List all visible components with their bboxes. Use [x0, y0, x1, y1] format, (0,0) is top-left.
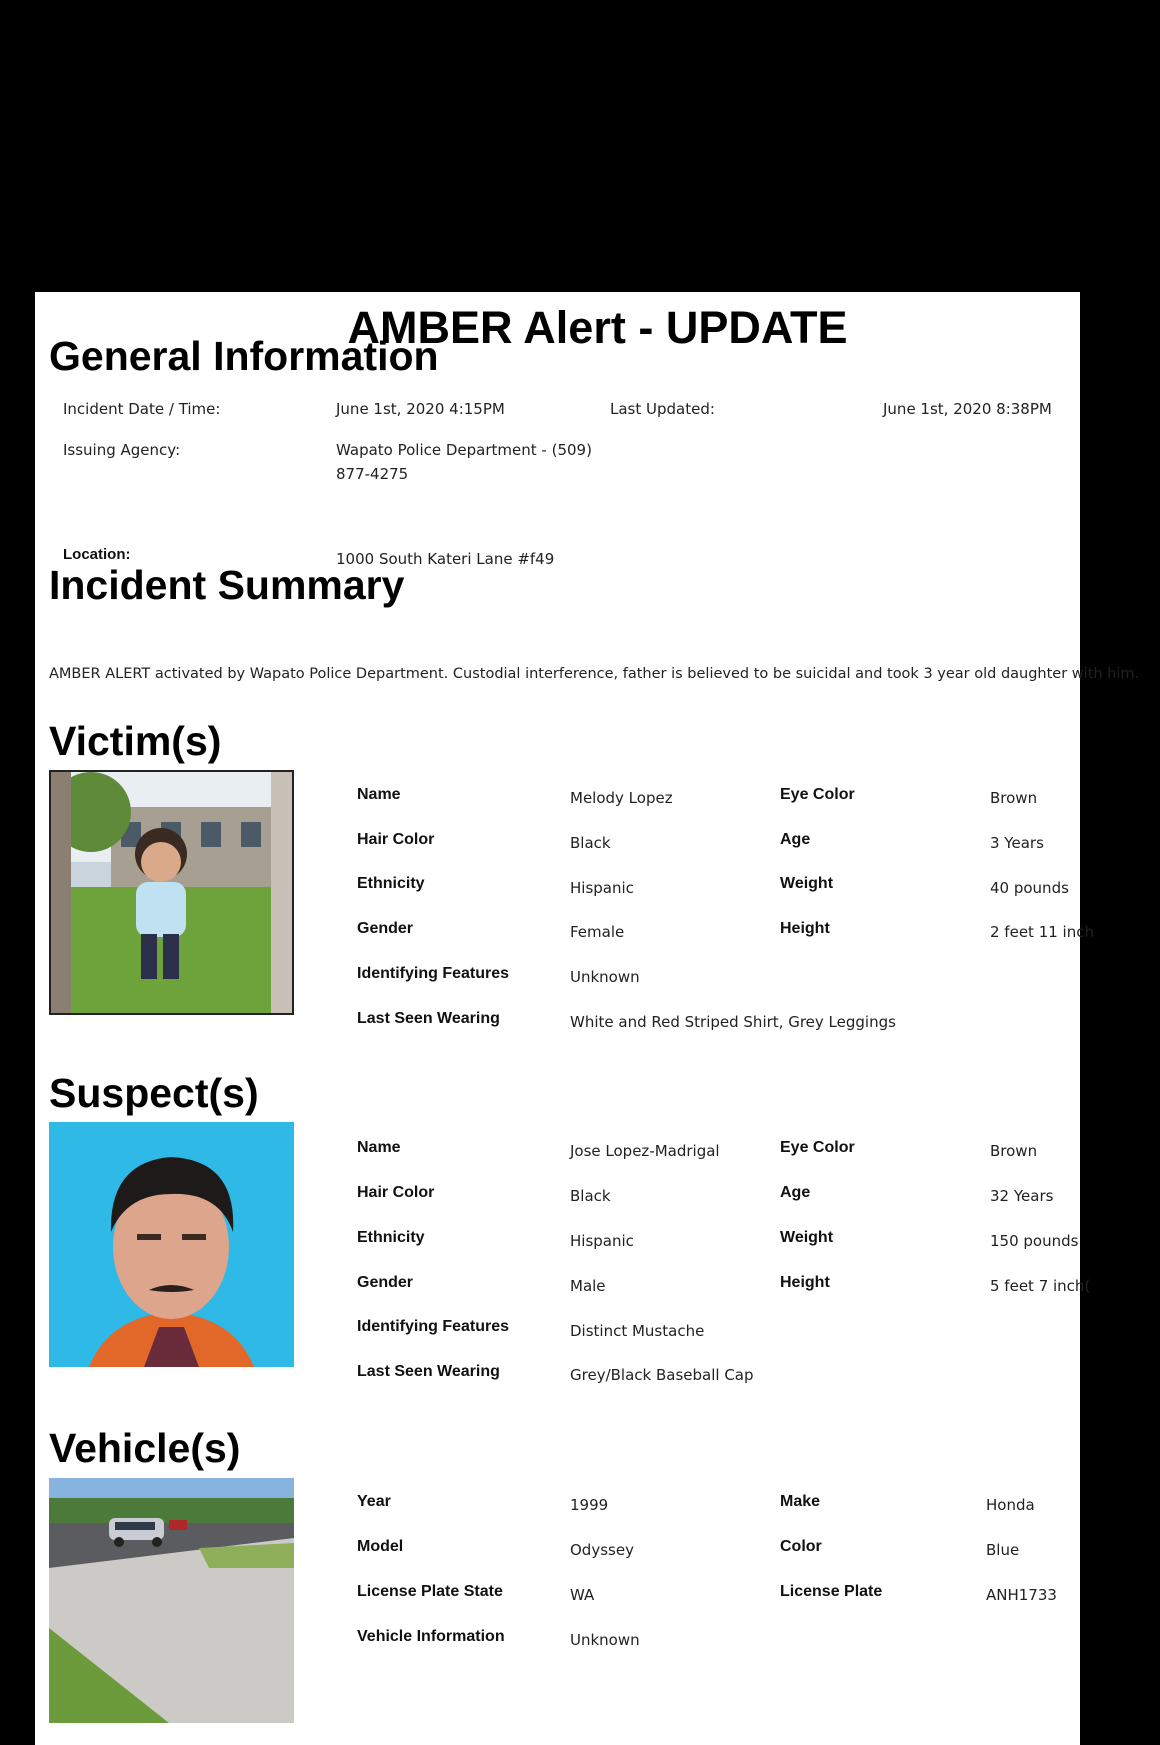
location-value: 1000 South Kateri Lane #f49 [336, 550, 555, 568]
suspect-features-value: Distinct Mustache [570, 1322, 705, 1340]
suspect-weight-label: Weight [780, 1229, 834, 1246]
suspect-hair-label: Hair Color [357, 1184, 435, 1201]
suspect-age-label: Age [780, 1184, 811, 1201]
victim-hair-label: Hair Color [357, 831, 435, 848]
incident-date-label: Incident Date / Time: [63, 400, 221, 418]
issuing-agency-value-line1: Wapato Police Department - (509) [336, 441, 592, 459]
victim-height-label: Height [780, 920, 830, 937]
victim-ethnicity-value: Hispanic [570, 879, 634, 897]
incident-date-value: June 1st, 2020 4:15PM [336, 400, 505, 418]
vehicle-info-label: Vehicle Information [357, 1628, 505, 1645]
vehicle-year-value: 1999 [570, 1496, 609, 1514]
suspect-height-label: Height [780, 1274, 830, 1291]
vehicle-make-label: Make [780, 1493, 821, 1510]
suspect-name-label: Name [357, 1139, 401, 1156]
victim-eye-value: Brown [990, 789, 1038, 807]
last-updated-value: June 1st, 2020 8:38PM [883, 400, 1052, 418]
vehicle-plate-label: License Plate [780, 1583, 883, 1600]
suspect-age-value: 32 Years [990, 1187, 1054, 1205]
issuing-agency-value-line2: 877-4275 [336, 465, 409, 483]
vehicle-color-value: Blue [986, 1541, 1020, 1559]
page-title: AMBER Alert - UPDATE [347, 302, 848, 353]
victim-eye-label: Eye Color [780, 786, 855, 803]
alert-document [35, 292, 1140, 1745]
suspect-eye-label: Eye Color [780, 1139, 855, 1156]
location-label: Location: [63, 546, 131, 563]
victim-weight-label: Weight [780, 875, 834, 892]
vehicle-photo [49, 1478, 294, 1723]
victim-name-value: Melody Lopez [570, 789, 673, 807]
victim-ethnicity-label: Ethnicity [357, 875, 425, 892]
suspect-wearing-label: Last Seen Wearing [357, 1363, 500, 1380]
victim-name-label: Name [357, 786, 401, 803]
suspect-name-value: Jose Lopez-Madrigal [570, 1142, 720, 1160]
suspect-features-label: Identifying Features [357, 1318, 510, 1335]
vehicle-plate-state-label: License Plate State [357, 1583, 503, 1600]
vehicle-heading: Vehicle(s) [49, 1425, 241, 1471]
victim-heading: Victim(s) [49, 718, 222, 764]
last-updated-label: Last Updated: [610, 400, 715, 418]
suspect-hair-value: Black [570, 1187, 611, 1205]
victim-wearing-value: White and Red Striped Shirt, Grey Leggings [570, 1013, 896, 1031]
vehicle-plate-state-value: WA [570, 1586, 595, 1604]
suspect-gender-value: Male [570, 1277, 606, 1295]
issuing-agency-label: Issuing Agency: [63, 441, 181, 459]
victim-gender-label: Gender [357, 920, 414, 937]
suspect-height-value: 5 feet 7 inch( [990, 1277, 1091, 1295]
victim-weight-value: 40 pounds [990, 879, 1069, 897]
incident-summary-text: AMBER ALERT activated by Wapato Police Department. Custodial interference, father is believed to be suicidal and took 3 year old daughter with him. [49, 666, 1140, 682]
incident-summary-heading: Incident Summary [49, 562, 405, 608]
vehicle-model-value: Odyssey [570, 1541, 634, 1559]
suspect-gender-label: Gender [357, 1274, 414, 1291]
vehicle-info-value: Unknown [570, 1631, 640, 1649]
vehicle-model-label: Model [357, 1538, 404, 1555]
victim-hair-value: Black [570, 834, 611, 852]
suspect-wearing-value: Grey/Black Baseball Cap [570, 1366, 754, 1384]
suspect-eye-value: Brown [990, 1142, 1038, 1160]
vehicle-year-label: Year [357, 1493, 391, 1510]
victim-age-value: 3 Years [990, 834, 1044, 852]
general-info-heading: General Information [49, 333, 439, 379]
victim-height-value: 2 feet 11 inch [990, 923, 1094, 941]
victim-wearing-label: Last Seen Wearing [357, 1010, 500, 1027]
suspect-ethnicity-label: Ethnicity [357, 1229, 425, 1246]
suspect-ethnicity-value: Hispanic [570, 1232, 634, 1250]
victim-photo [49, 770, 294, 1015]
suspect-weight-value: 150 pounds [990, 1232, 1079, 1250]
vehicle-plate-value: ANH1733 [986, 1586, 1057, 1604]
vehicle-make-value: Honda [986, 1496, 1035, 1514]
suspect-heading: Suspect(s) [49, 1070, 259, 1116]
vehicle-color-label: Color [780, 1538, 822, 1555]
victim-features-value: Unknown [570, 968, 640, 986]
victim-gender-value: Female [570, 923, 625, 941]
victim-features-label: Identifying Features [357, 965, 510, 982]
suspect-photo [49, 1122, 294, 1367]
victim-age-label: Age [780, 831, 811, 848]
